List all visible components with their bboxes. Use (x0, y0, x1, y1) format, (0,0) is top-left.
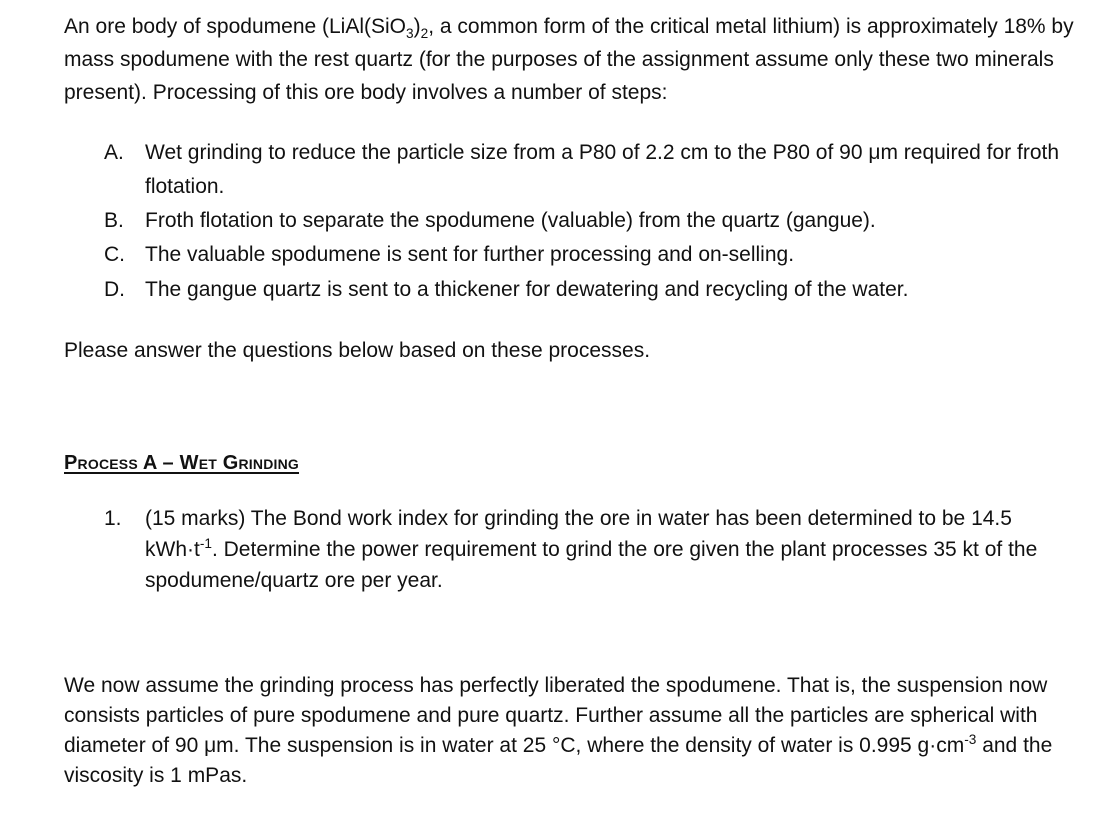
question-text-part2: . Determine the power requirement to grind the ore given the plant processes 35 kt of the spodumene/quartz ore per year. (145, 538, 1038, 592)
assumption-text-part1: We now assume the grinding process has perfectly liberated the spodumene. That is, the suspension now consists particles of pure spodumene and pure quartz. Further assume all the particles are spherical with diameter of 90 μm. The suspension is in water at 25 °C, where the density of water is 0.995 g·cm (64, 674, 1048, 757)
assumption-text-part2: and the viscosity is 1 mPas. (64, 734, 1053, 787)
question-text-part1: (15 marks) The Bond work index for grinding the ore in water has been determined to be 14.5 kWh·t (145, 507, 1012, 561)
intro-subscript-1: 3 (406, 26, 414, 42)
intro-paragraph (64, 10, 1074, 109)
instruction-paragraph: Please answer the questions below based on these processes. (64, 339, 651, 362)
assumption-superscript: -3 (964, 732, 977, 747)
step-marker: D. (104, 278, 125, 301)
intro-subscript-2: 2 (420, 26, 429, 42)
intro-text-part3: , a common form of the critical metal lithium) is approximately 18% by mass spodumene with the rest quartz (for the purposes of the assignment assume only these two minerals present). Processing of this ore body involves a number of steps: (64, 15, 1074, 104)
question-superscript: -1 (199, 536, 212, 551)
intro-text-part2: ) (413, 15, 421, 38)
question-text (145, 503, 1065, 596)
intro-text-part1: An ore body of spodumene (LiAl(SiO (64, 15, 407, 38)
step-marker: C. (104, 243, 125, 266)
question-marker: 1. (104, 507, 122, 530)
section-heading: Process A – Wet Grinding (64, 452, 300, 474)
step-text: Froth flotation to separate the spodumene (valuable) from the quartz (gangue). (145, 209, 876, 232)
step-text: Wet grinding to reduce the particle size from a P80 of 2.2 cm to the P80 of 90 μm required for froth flotation. (145, 141, 1060, 198)
step-marker: B. (104, 209, 124, 232)
assumption-paragraph (64, 671, 1074, 791)
step-marker: A. (104, 141, 124, 164)
step-text: The valuable spodumene is sent for further processing and on-selling. (145, 243, 795, 266)
step-text: The gangue quartz is sent to a thickener for dewatering and recycling of the water. (145, 278, 909, 301)
